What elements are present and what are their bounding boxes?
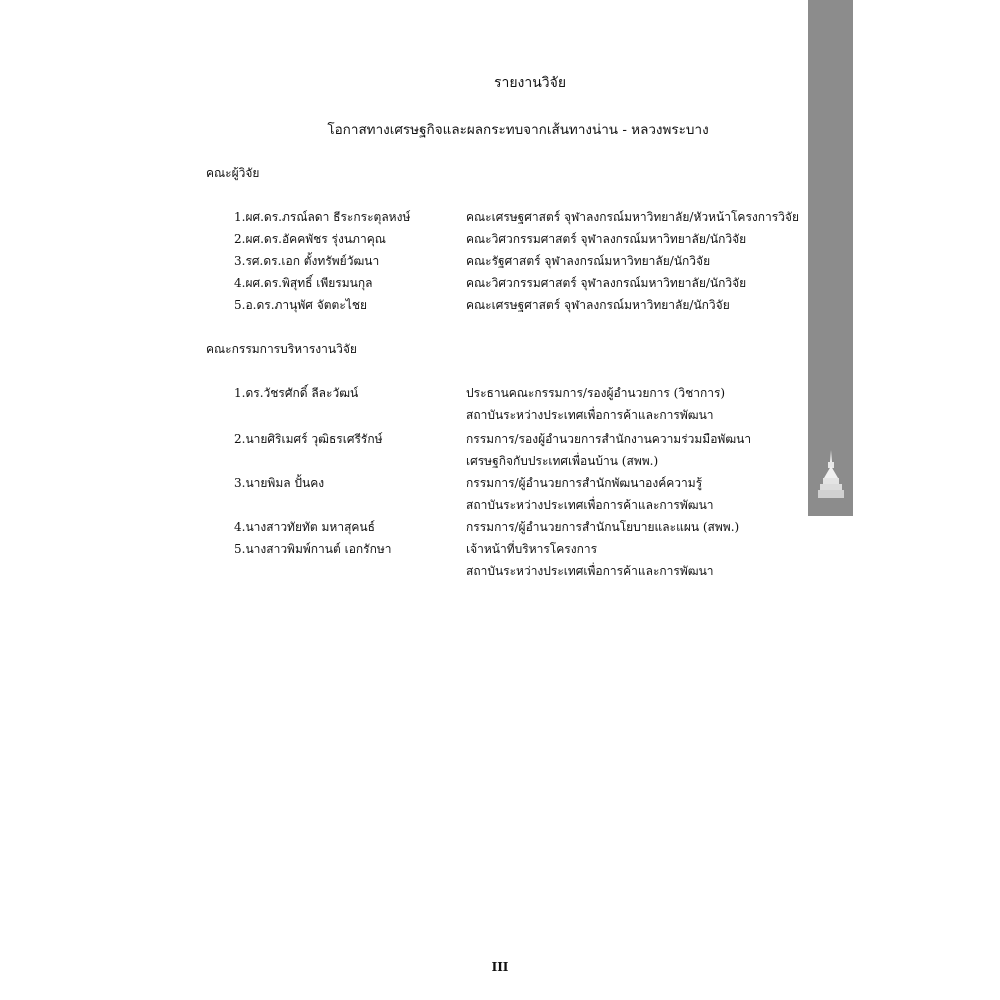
report-subtitle: โอกาสทางเศรษฐกิจและผลกระทบจากเส้นทางน่าน - หลวงพระบาง — [327, 122, 709, 138]
researcher-name: 2.ผศ.ดร.อัคคพัชร รุ่งนภาคุณ — [234, 232, 386, 246]
committee-member-role: สถาบันระหว่างประเทศเพื่อการค้าและการพัฒนา — [466, 498, 714, 512]
temple-stupa-icon — [818, 448, 844, 500]
committee-member-role: ประธานคณะกรรมการ/รองผู้อำนวยการ (วิชาการ) — [466, 386, 726, 400]
researcher-name: 3.รศ.ดร.เอก ตั้งทรัพย์วัฒนา — [234, 254, 380, 268]
committee-member-name: 4.นางสาวทัยทัต มหาสุคนธ์ — [234, 520, 375, 534]
researcher-affiliation: คณะรัฐศาสตร์ จุฬาลงกรณ์มหาวิทยาลัย/นักวิจัย — [466, 254, 711, 268]
researcher-affiliation: คณะเศรษฐศาสตร์ จุฬาลงกรณ์มหาวิทยาลัย/หัวหน้าโครงการวิจัย — [466, 210, 799, 224]
researcher-affiliation: คณะเศรษฐศาสตร์ จุฬาลงกรณ์มหาวิทยาลัย/นักวิจัย — [466, 298, 730, 312]
page-number: III — [491, 960, 509, 974]
committee-member-name: 3.นายพิมล ปั้นคง — [234, 476, 325, 490]
report-title: รายงานวิจัย — [493, 75, 567, 91]
committee-member-role: กรรมการ/ผู้อำนวยการสำนักพัฒนาองค์ความรู้ — [466, 476, 703, 490]
committee-member-role: กรรมการ/ผู้อำนวยการสำนักนโยบายและแผน (สพพ.) — [466, 520, 740, 534]
researchers-heading: คณะผู้วิจัย — [206, 166, 260, 180]
researcher-name: 1.ผศ.ดร.ภรณ์ลดา ธีระกระตุลหงษ์ — [234, 210, 411, 224]
committee-member-name: 5.นางสาวพิมพ์กานต์ เอกรักษา — [234, 542, 392, 556]
researcher-name: 4.ผศ.ดร.พิสุทธิ์ เพียรมนกุล — [234, 276, 373, 290]
researcher-name: 5.อ.ดร.ภานุพัศ จัตตะไชย — [234, 298, 367, 312]
committee-member-role: เจ้าหน้าที่บริหารโครงการ — [466, 542, 598, 556]
committee-heading: คณะกรรมการบริหารงานวิจัย — [206, 342, 357, 356]
committee-member-role: เศรษฐกิจกับประเทศเพื่อนบ้าน (สพพ.) — [466, 454, 659, 468]
researcher-affiliation: คณะวิศวกรรมศาสตร์ จุฬาลงกรณ์มหาวิทยาลัย/นักวิจัย — [466, 232, 747, 246]
committee-member-name: 1.ดร.วัชรศักดิ์ ลีละวัฒน์ — [234, 386, 359, 400]
committee-member-role: สถาบันระหว่างประเทศเพื่อการค้าและการพัฒนา — [466, 408, 714, 422]
researcher-affiliation: คณะวิศวกรรมศาสตร์ จุฬาลงกรณ์มหาวิทยาลัย/นักวิจัย — [466, 276, 747, 290]
committee-member-role: กรรมการ/รองผู้อำนวยการสำนักงานความร่วมมือพัฒนา — [466, 432, 752, 446]
committee-member-name: 2.นายศิริเมศร์ วุฒิธรเศรีรักษ์ — [234, 432, 383, 446]
committee-member-role: สถาบันระหว่างประเทศเพื่อการค้าและการพัฒนา — [466, 564, 714, 578]
